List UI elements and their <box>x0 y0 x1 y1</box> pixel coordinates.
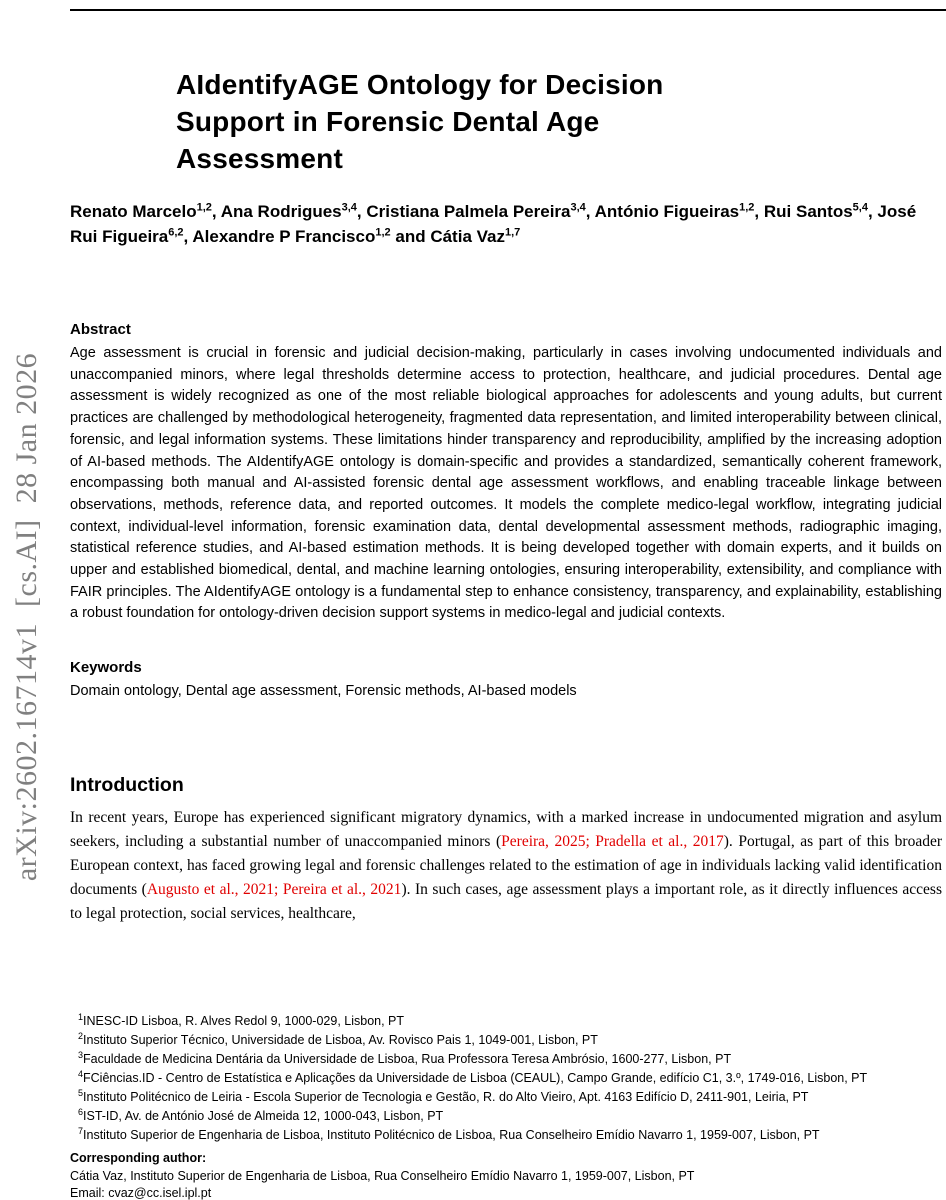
corresponding-author-heading: Corresponding author: <box>70 1151 207 1165</box>
affiliation-number: 3 <box>78 1049 84 1060</box>
affiliation-number: 4 <box>78 1068 84 1079</box>
affiliations <box>78 1012 942 1145</box>
affiliation-number: 1 <box>78 1011 84 1022</box>
introduction-heading: Introduction <box>70 774 184 797</box>
affiliation-number: 7 <box>78 1125 84 1136</box>
author-name: António Figueiras <box>594 202 740 221</box>
keywords-text: Domain ontology, Dental age assessment, Forensic methods, AI-based models <box>70 683 577 700</box>
author-name: Alexandre P Francisco <box>192 227 376 246</box>
author-affiliation-sup: 6,2 <box>168 226 184 239</box>
author-name: Renato Marcelo <box>70 202 197 221</box>
arxiv-watermark: arXiv:2602.16714v1 [cs.AI] 28 Jan 2026 <box>10 352 43 882</box>
main-column <box>70 0 942 926</box>
affiliation-item: $^1$INESC-ID Lisboa, R. Alves Redol 9, 1000-029, Lisbon, PT <box>78 1011 405 1028</box>
affiliation-item: $^6$IST-ID, Av. de António José de Almeida 12, 1000-043, Lisbon, PT <box>78 1106 444 1123</box>
abstract-heading: Abstract <box>70 321 131 338</box>
author-name: Cátia Vaz <box>430 227 505 246</box>
author-name: Cristiana Palmela Pereira <box>366 202 571 221</box>
affiliation-item: $^2$Instituto Superior Técnico, Universidade de Lisboa, Av. Rovisco Pais 1, 1049-001, Lisbon, PT <box>78 1030 598 1047</box>
abstract-text: Age assessment is crucial in forensic and judicial decision-making, particularly in cases involving undocumented individuals and unaccompanied minors, where legal thresholds determine access to protection, healthcare, and judicial procedures. Dental age assessment is widely recognized as one of the most reliable biological approaches for adolescents and young adults, but current practices are challenged by methodological heterogeneity, fragmented data representation, and limited interoperability between clinical, forensic, and legal information systems. These limitations hinder transparency and reproducibility, amplified by the increasing adoption of AI-based methods. The AIdentifyAGE ontology is domain-specific and provides a standardized, semantically coherent framework, encompassing both manual and AI-assisted forensic dental age assessment workflows, and enabling traceable linkage between observations, methods, reference data, and reported outcomes. It models the complete medico-legal workflow, integrating judicial context, individual-level information, forensic examination data, dental developmental assessment methods, radiographic imaging, statistical reference studies, and AI-based estimation methods. It is being developed together with domain experts, and it builds on upper and established biomedical, dental, and machine learning ontologies, ensuring interoperability, extensibility, and compliance with FAIR principles. The AIdentifyAGE ontology is a fundamental step to enhance consistency, transparency, and explainability, establishing a robust foundation for ontology-driven decision support systems in medico-legal and judicial contexts. <box>70 345 942 622</box>
affiliation-item: $^3$Faculdade de Medicina Dentária da Universidade de Lisboa, Rua Professora Teresa Ambrósio, 1600-277, Lisbon, PT <box>78 1049 732 1066</box>
paper-title-line: AIdentifyAGE Ontology for Decision <box>176 69 664 100</box>
author-affiliation-sup: 1,7 <box>504 226 521 239</box>
author-affiliation-sup: 1,2 <box>196 201 212 214</box>
paper-title-line: Assessment <box>176 143 343 174</box>
affiliation-item: $^7$Instituto Superior de Engenharia de Lisboa, Instituto Politécnico de Lisboa, Rua Conselheiro Emídio Navarro 1, 1959-007, Lisbon, PT <box>78 1125 820 1142</box>
affiliation-item: $^4$FCiências.ID - Centro de Estatística e Aplicações da Universidade de Lisboa (CEAUL), Campo Grande, edifício C1, 3.º, 1749-016, Lisbon, PT <box>78 1068 868 1085</box>
body-text-segment: In recent years, Europe has experienced significant migratory dynamics, with a marked increase in undocumented migration and asylum seekers, including a substantial number of unaccompanied minors ( <box>70 809 942 851</box>
author-name: José Rui Figueira <box>70 202 917 246</box>
affiliation-item: $^5$Instituto Politécnico de Leiria - Escola Superior de Tecnologia e Gestão, R. do Alto Vieiro, Apt. 4163 Edifício D, 2411-901, Leiria, PT <box>78 1087 809 1104</box>
author-affiliation-sup: 3,4 <box>341 201 357 214</box>
citation-link[interactable]: Pereira, 2025; Pradella et al., 2017 <box>501 833 724 851</box>
body-text-segment: ). In such cases, age assessment plays a important role, as it directly influences access to legal protection, social services, healthcare, <box>70 881 942 923</box>
author-affiliation-sup: 1,2 <box>375 226 391 239</box>
paper-title-line: Support in Forensic Dental Age <box>176 106 600 137</box>
author-affiliation-sup: 1,2 <box>739 201 755 214</box>
body-text-segment: ). Portugal, as part of this broader European context, has faced growing legal and forensic challenges related to the estimation of age in individuals lacking valid identification documents ( <box>70 833 942 899</box>
corresponding-author <box>70 1150 942 1200</box>
corresponding-author-line: Cátia Vaz, Instituto Superior de Engenharia de Lisboa, Rua Conselheiro Emídio Navarro 1, 1959-007, Lisbon, PT <box>70 1168 695 1183</box>
affiliation-number: 6 <box>78 1106 84 1117</box>
author-name: Rui Santos <box>763 202 853 221</box>
keywords-heading: Keywords <box>70 659 142 677</box>
citation-link[interactable]: Augusto et al., 2021; Pereira et al., 2021 <box>146 881 402 899</box>
affiliation-number: 2 <box>78 1030 84 1041</box>
author-list: Renato Marcelo$^{1,2}$, Ana Rodrigues$^{3,4}$, Cristiana Palmela Pereira$^{3,4}$, António Figueiras$^{1,2}$, Rui Santos$^{5,4}$, José Rui Figueira$^{6,2}$, Alexandre P Francisco$^{1,2}$ and Cátia Vaz$^{1,7}$ <box>70 201 917 246</box>
introduction-paragraph <box>70 806 942 926</box>
author-name: Ana Rodrigues <box>220 202 342 221</box>
author-affiliation-sup: 3,4 <box>570 201 586 214</box>
corresponding-author-email: Email: cvaz@cc.isel.ipl.pt <box>70 1186 212 1200</box>
author-affiliation-sup: 5,4 <box>852 201 868 214</box>
paper-title <box>70 66 942 177</box>
affiliation-number: 5 <box>78 1087 84 1098</box>
